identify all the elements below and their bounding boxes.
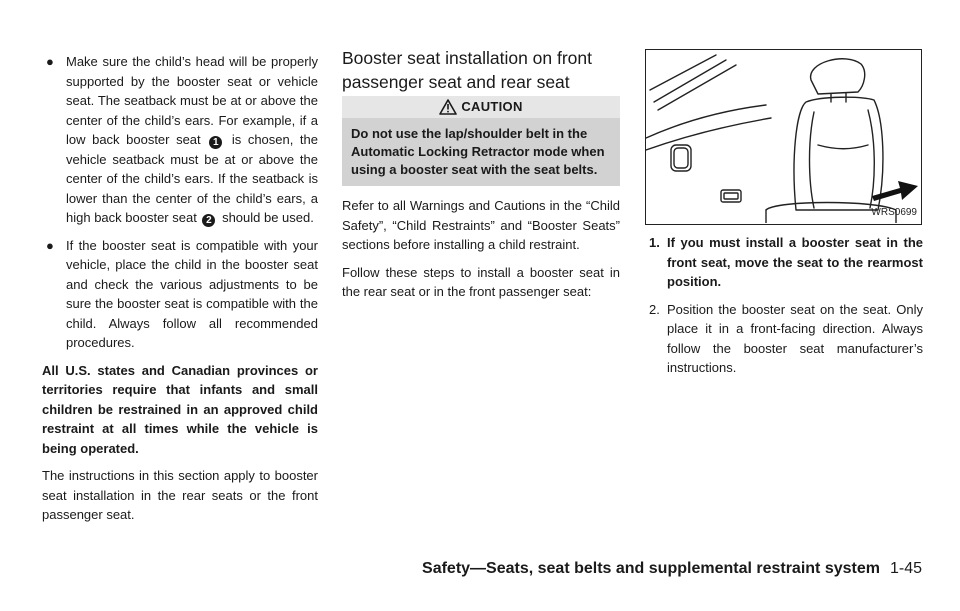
step-number: 1.	[649, 235, 660, 250]
page-footer	[422, 560, 922, 578]
step-item	[645, 233, 923, 292]
step-text: Position the booster seat on the seat. Only place it in a front-facing direction. Always follow the booster seat manufacturer’s instructions.	[667, 301, 923, 375]
step-number: 2.	[649, 301, 660, 317]
column-left	[42, 52, 318, 533]
callout-1-icon: 1	[209, 136, 222, 149]
bullet-compatibility	[42, 236, 318, 353]
instructions-scope-paragraph: The instructions in this section apply to booster seat installation in the rear seats or the front passenger seat.	[42, 468, 318, 522]
step-text: If you must install a booster seat in the front seat, move the seat to the rearmost position.	[667, 235, 923, 289]
refer-warnings-paragraph: Refer to all Warnings and Cautions in the “Child Safety”, “Child Restraints” and “Booster Seats” sections before installing a child restraint.	[342, 198, 620, 252]
figure-id: WRS0699	[871, 206, 917, 218]
caution-box	[342, 96, 620, 186]
installation-steps	[645, 233, 923, 378]
bullet-symbol: ●	[46, 54, 54, 69]
legal-requirement-paragraph: All U.S. states and Canadian provinces or territories require that infants and small children be restrained in an approved child restraint at all times while the vehicle is being operated.	[42, 362, 318, 456]
bullet-head-support	[42, 52, 318, 228]
section-heading: Booster seat installation on front passenger seat and rear seat	[342, 48, 593, 92]
caution-label: CAUTION	[461, 99, 523, 115]
bullet-text-part1: Make sure the child’s head will be properly supported by the booster seat or vehicle seat. The seatback must be at or above the center of the child’s ears. For example, if a low back booster seat	[66, 54, 318, 147]
follow-steps-paragraph: Follow these steps to install a booster seat in the rear seat or in the front passenger seat:	[342, 264, 620, 299]
page-number: 1-45	[889, 560, 922, 577]
caution-header	[342, 96, 620, 118]
step-item	[645, 300, 923, 378]
footer-section-title: Safety—Seats, seat belts and supplemental restraint system	[422, 560, 880, 577]
bullet-text-part3: should be used.	[222, 210, 314, 225]
bullet-symbol: ●	[46, 237, 54, 253]
caution-text: Do not use the lap/shoulder belt in the Automatic Locking Retractor mode when using a booster seat with the seat belts.	[342, 118, 620, 186]
callout-2-icon: 2	[202, 214, 215, 227]
seat-illustration	[646, 50, 920, 223]
bullet-text: If the booster seat is compatible with your vehicle, place the child in the booster seat and check the various adjustments to be sure the booster seat is compatible with the child. Always follow all recommended procedures.	[66, 237, 318, 350]
column-middle	[342, 86, 620, 310]
bullet-text-part2: is chosen, the vehicle seatback must be at or above the center of the child’s ears. If the seatback is lower than the center of the child’s ears, a high back booster seat	[66, 132, 319, 225]
column-right	[645, 49, 923, 386]
seat-figure	[645, 49, 922, 225]
warning-triangle-icon	[439, 99, 457, 115]
